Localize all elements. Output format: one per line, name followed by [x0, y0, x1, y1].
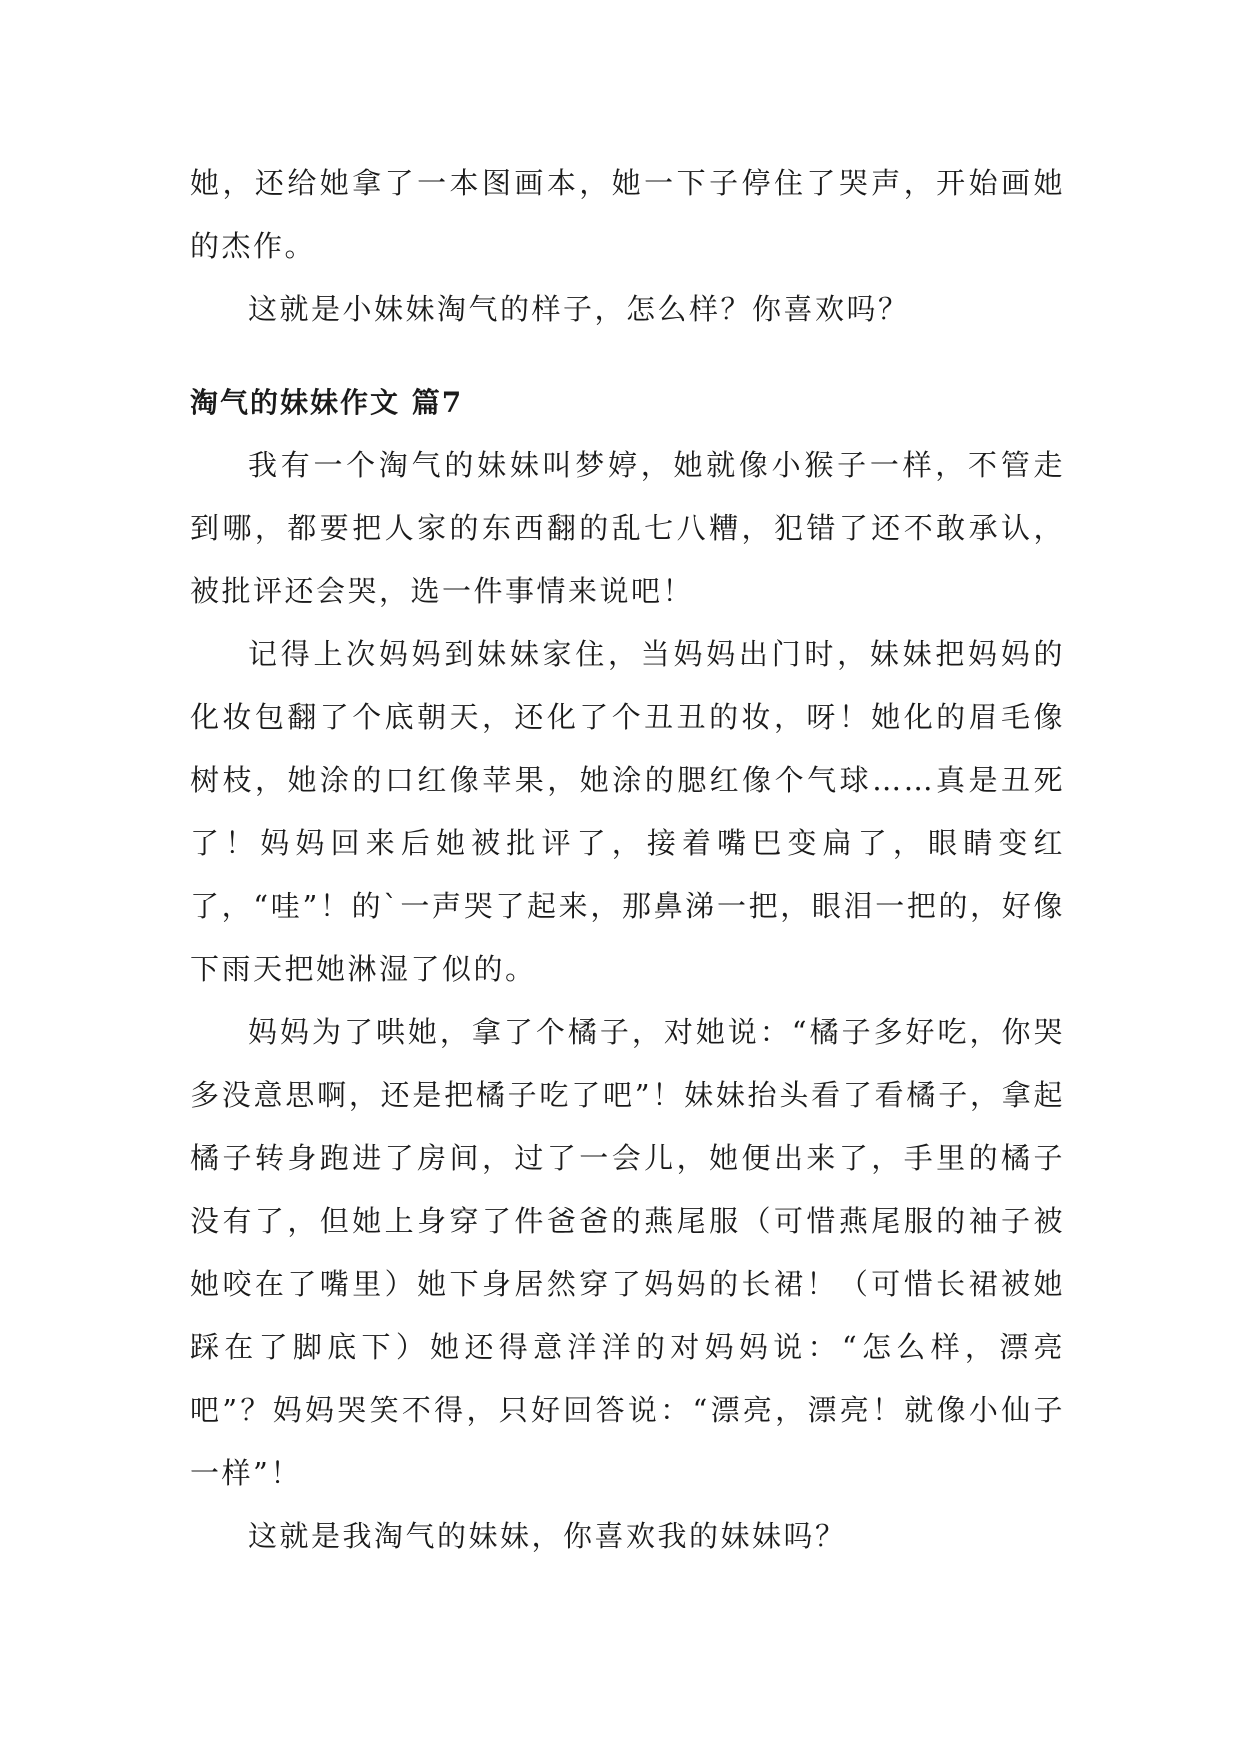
paragraph-closing-previous: 这就是小妹妹淘气的样子，怎么样？你喜欢吗？	[248, 292, 910, 326]
paragraph-continued: 她，还给她拿了一本图画本，她一下子停住了哭声，开始画她的杰作。	[190, 166, 1065, 263]
paragraph-intro: 我有一个淘气的妹妹叫梦婷，她就像小猴子一样，不管走到哪，都要把人家的东西翻的乱七八糟，犯错了还不敢承认，被批评还会哭，选一件事情来说吧！	[190, 448, 1065, 608]
section-heading: 淘气的妹妹作文 篇7	[190, 386, 464, 419]
paragraph-conclusion: 这就是我淘气的妹妹，你喜欢我的妹妹吗？	[248, 1519, 847, 1553]
paragraph-orange-story: 妈妈为了哄她，拿了个橘子，对她说：“橘子多好吃，你哭多没意思啊，还是把橘子吃了吧”！妹妹抬头看了看橘子，拿起橘子转身跑进了房间，过了一会儿，她便出来了，手里的橘子没有了，但她上身穿了件爸爸的燕尾服（可惜燕尾服的袖子被她咬在了嘴里）她下身居然穿了妈妈的长裙！（可惜长裙被她踩在了脚底下）她还得意洋洋的对妈妈说：“怎么样，漂亮吧”？妈妈哭笑不得，只好回答说：“漂亮，漂亮！就像小仙子一样”！	[190, 1015, 1065, 1490]
document-body	[190, 152, 1065, 1568]
paragraph-makeup-story: 记得上次妈妈到妹妹家住，当妈妈出门时，妹妹把妈妈的化妆包翻了个底朝天，还化了个丑丑的妆，呀！她化的眉毛像树枝，她涂的口红像苹果，她涂的腮红像个气球……真是丑死了！妈妈回来后她被批评了，接着嘴巴变扁了，眼睛变红了，“哇”！的`一声哭了起来，那鼻涕一把，眼泪一把的，好像下雨天把她淋湿了似的。	[190, 637, 1065, 986]
